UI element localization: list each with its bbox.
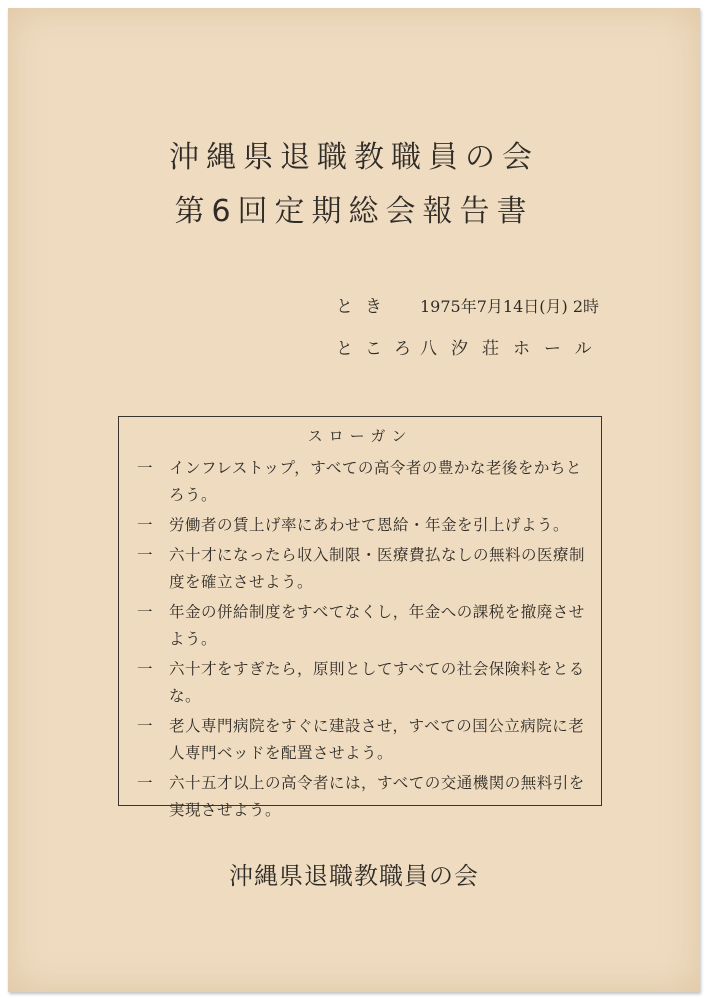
meta-place-value: 八汐荘ホール xyxy=(420,339,606,359)
document-page xyxy=(8,8,700,992)
slogan-item xyxy=(137,770,597,824)
slogan-text: 年金の併給制度をすべてなくし，年金への課税を撤廃させよう。 xyxy=(169,603,585,648)
slogan-item xyxy=(137,512,597,539)
slogan-text: インフレストップ，すべての高令者の豊かな老後をかちとろう。 xyxy=(169,459,582,504)
meta-place-row xyxy=(336,334,606,359)
slogan-text: 労働者の賃上げ率にあわせて恩給・年金を引上げよう。 xyxy=(169,516,570,534)
slogan-bullet: 一 xyxy=(137,546,154,564)
slogan-bullet: 一 xyxy=(137,774,154,792)
slogan-item xyxy=(137,542,597,596)
slogan-text: 老人専門病院をすぐに建設させ，すべての国公立病院に老人専門ベッドを配置させよう。 xyxy=(169,717,585,762)
footer-organization: 沖縄県退職教職員の会 xyxy=(229,862,479,890)
slogan-text: 六十才になったら収入制限・医療費払なしの無料の医療制度を確立させよう。 xyxy=(169,546,586,591)
slogan-box xyxy=(118,416,602,819)
slogan-list xyxy=(137,455,597,827)
title-line-2: 第6回定期総会報告書 xyxy=(174,194,534,229)
slogan-heading: スローガン xyxy=(307,427,413,445)
slogan-bullet: 一 xyxy=(137,459,154,477)
slogan-text: 六十才をすぎたら，原則としてすべての社会保険料をとるな。 xyxy=(169,660,585,705)
meta-time-row xyxy=(336,292,599,317)
slogan-item xyxy=(137,713,597,767)
title-line-1: 沖縄県退職教職員の会 xyxy=(169,140,539,175)
meta-time-value: 1975年7月14日(月) 2時 xyxy=(420,297,600,316)
meta-place-label: ところ xyxy=(336,339,423,359)
slogan-item xyxy=(137,656,597,710)
slogan-item xyxy=(137,599,597,653)
slogan-item xyxy=(137,455,597,509)
slogan-bullet: 一 xyxy=(137,717,154,735)
meta-time-label: とき xyxy=(336,297,394,317)
slogan-bullet: 一 xyxy=(137,603,154,621)
slogan-bullet: 一 xyxy=(137,516,154,534)
slogan-bullet: 一 xyxy=(137,660,154,678)
slogan-text: 六十五才以上の高令者には，すべての交通機関の無料引を実現させよう。 xyxy=(169,774,585,819)
